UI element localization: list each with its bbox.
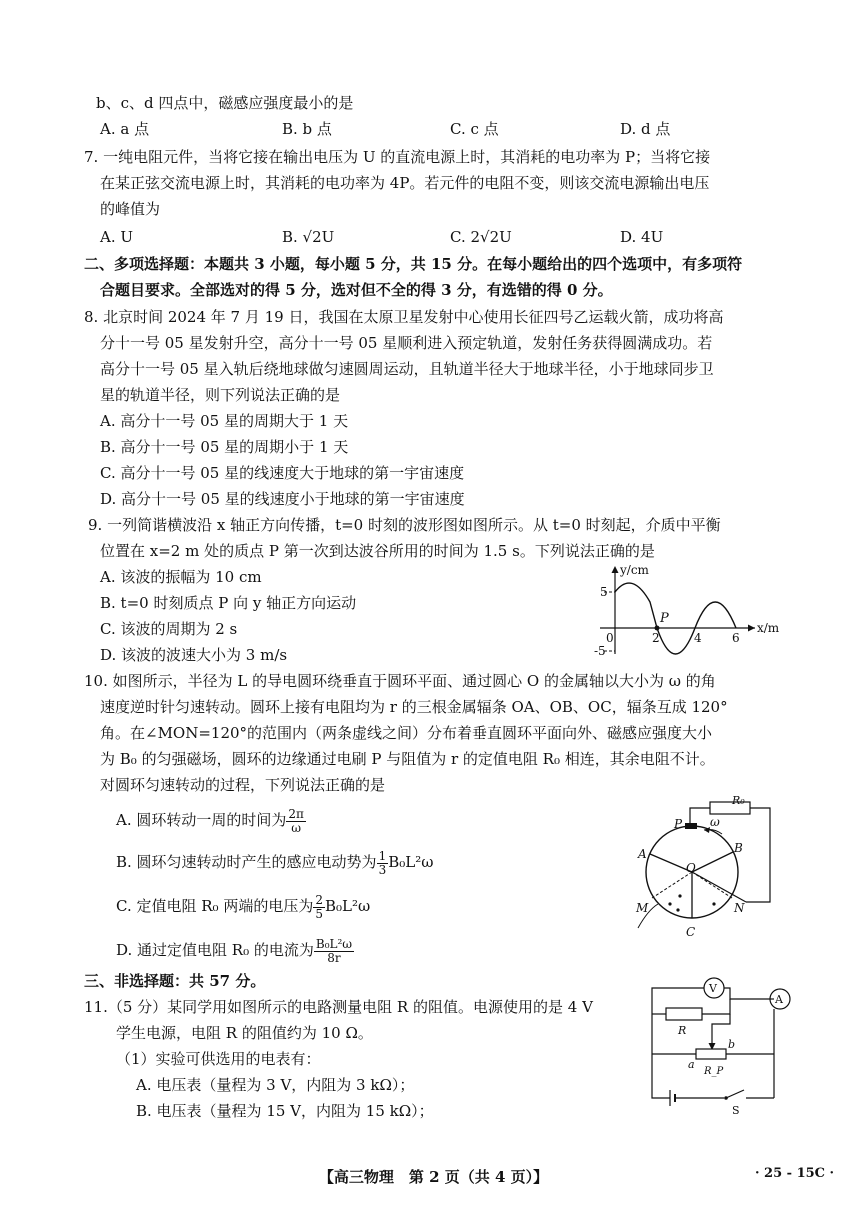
q8-option-a: A. 高分十一号 05 星的周期大于 1 天	[100, 412, 349, 430]
q7-option-a: A. U	[100, 228, 134, 246]
q7-line-1: 7. 一纯电阻元件，当将它接在输出电压为 U 的直流电源上时，其消耗的电功率为 P；当将它接	[84, 148, 711, 166]
label-v: V	[709, 982, 717, 995]
q8-option-d: D. 高分十一号 05 星的线速度小于地球的第一宇宙速度	[100, 490, 465, 508]
ring-diagram	[628, 792, 788, 942]
label-c: C	[686, 925, 696, 939]
brush-p	[685, 823, 697, 829]
graph-y-tick-neg5: -5	[594, 644, 606, 658]
q10-line-5: 对圆环匀速转动的过程，下列说法正确的是	[100, 776, 386, 794]
label-r: R	[678, 1024, 687, 1037]
q11-option-a: A. 电压表（量程为 3 V，内阻为 3 kΩ）；	[136, 1076, 415, 1094]
label-omega: ω	[710, 815, 720, 829]
q9-option-b: B. t=0 时刻质点 P 向 y 轴正方向运动	[100, 594, 357, 612]
label-o: O	[686, 861, 696, 875]
label-rp: R_P	[704, 1066, 724, 1077]
label-b: B	[734, 841, 743, 855]
q7-option-b: B. √2U	[282, 228, 335, 246]
q8-line-2: 分十一号 05 星发射升空，高分十一号 05 星顺利进入预定轨道，发射任务获得圆满成功。若	[100, 334, 713, 352]
label-m: M	[636, 901, 649, 915]
label-s: S	[732, 1104, 740, 1117]
point-p	[655, 626, 660, 631]
q10-option-d: D. 通过定值电阻 R₀ 的电流为 $\frac{\text{B₀L²ω}}{8r}$	[116, 936, 353, 965]
q7-option-c: C. 2√2U	[450, 228, 512, 246]
q10-line-4: 为 B₀ 的匀强磁场，圆环的边缘通过电刷 P 与阻值为 r 的定值电阻 R₀ 相连，其余电阻不计。	[100, 750, 715, 768]
graph-point-label: P	[660, 611, 669, 626]
section3-title: 三、非选择题：共 57 分。	[84, 972, 266, 990]
graph-x-tick-2: 2	[652, 631, 660, 645]
section2-line-1: 二、多项选择题：本题共 3 小题，每小题 5 分，共 15 分。在每小题给出的四个选项中，有多项符	[84, 255, 743, 273]
q10-option-a: A. 圆环转动一周的时间为 $\frac{2\pi}{\omega}$	[116, 806, 304, 835]
q11-option-b: B. 电压表（量程为 15 V，内阻为 15 kΩ）；	[136, 1102, 434, 1120]
graph-x-tick-6: 6	[732, 631, 740, 645]
wave-graph	[590, 562, 780, 662]
q9-option-a: A. 该波的振幅为 10 cm	[100, 568, 262, 586]
q7-option-d: D. 4U	[620, 228, 664, 246]
resistor-r	[666, 1008, 702, 1020]
label-a: A	[775, 993, 783, 1006]
circuit-diagram	[640, 976, 790, 1116]
q9-option-c: C. 该波的周期为 2 s	[100, 620, 238, 638]
page-footer: 【高三物理 第 2 页（共 4 页）】	[318, 1168, 549, 1186]
graph-x-label: x/m	[757, 621, 780, 635]
label-a-end: a	[688, 1058, 695, 1071]
q11-line-1: 11.（5 分）某同学用如图所示的电路测量电阻 R 的阻值。电源使用的是 4 V	[84, 998, 593, 1016]
switch-s	[726, 1090, 744, 1098]
q10-line-1: 10. 如图所示，半径为 L 的导电圆环绕垂直于圆环平面、通过圆心 O 的金属轴以大小为 ω 的角	[84, 672, 716, 690]
q10-option-b: B. 圆环匀速转动时产生的感应电动势为 $\frac{1}{3}$ B₀L²ω	[116, 848, 434, 877]
graph-y-label: y/cm	[620, 563, 649, 577]
graph-x-tick-0: 0	[606, 631, 614, 645]
q10-option-c: C. 定值电阻 R₀ 两端的电压为 $\frac{2}{5}$ B₀L²ω	[116, 892, 371, 921]
label-a: A	[638, 847, 647, 861]
q6-tail-text: b、c、d 四点中，磁感应强度最小的是	[96, 94, 354, 112]
q8-option-b: B. 高分十一号 05 星的周期小于 1 天	[100, 438, 349, 456]
q10-line-2: 速度逆时针匀速转动。圆环上接有电阻均为 r 的三根金属辐条 OA、OB、OC，辐条互成 120°	[100, 698, 728, 716]
graph-x-tick-4: 4	[694, 631, 702, 645]
q7-line-3: 的峰值为	[100, 200, 161, 218]
q9-option-d: D. 该波的波速大小为 3 m/s	[100, 646, 288, 664]
q11-line-2: 学生电源，电阻 R 的阻值约为 10 Ω。	[116, 1024, 373, 1042]
label-n: N	[734, 901, 745, 915]
section2-line-2: 合题目要求。全部选对的得 5 分，选对但不全的得 3 分，有选错的得 0 分。	[100, 281, 613, 299]
label-p: P	[674, 817, 683, 831]
q6-option-b: B. b 点	[282, 120, 332, 138]
q8-line-1: 8. 北京时间 2024 年 7 月 19 日，我国在太原卫星发射中心使用长征四号乙运载火箭，成功将高	[84, 308, 724, 326]
q6-option-d: D. d 点	[620, 120, 671, 138]
paper-code: · 25 - 15C ·	[755, 1166, 835, 1181]
q10-line-3: 角。在∠MON=120°的范围内（两条虚线之间）分布着垂直圆环平面向外、磁感应强度大小	[100, 724, 713, 742]
q8-line-3: 高分十一号 05 星入轨后绕地球做匀速圆周运动，且轨道半径大于地球半径，小于地球同步卫	[100, 360, 714, 378]
label-b-end: b	[728, 1038, 736, 1051]
q6-option-c: C. c 点	[450, 120, 499, 138]
q9-line-2: 位置在 x=2 m 处的质点 P 第一次到达波谷所用的时间为 1.5 s。下列说法正确的是	[100, 542, 655, 560]
q6-options	[100, 118, 800, 140]
label-r0: R₀	[732, 794, 745, 807]
graph-y-tick-5: 5	[600, 585, 608, 599]
q7-options	[100, 226, 800, 248]
rheostat-rp	[696, 1049, 726, 1059]
q6-option-a: A. a 点	[100, 120, 150, 138]
q8-line-4: 星的轨道半径，则下列说法正确的是	[100, 386, 341, 404]
q9-line-1: 9. 一列简谐横波沿 x 轴正方向传播，t=0 时刻的波形图如图所示。从 t=0 时刻起，介质中平衡	[88, 516, 721, 534]
q11-line-3: （1）实验可供选用的电表有：	[116, 1050, 321, 1068]
q8-option-c: C. 高分十一号 05 星的线速度大于地球的第一宇宙速度	[100, 464, 465, 482]
q7-line-2: 在某正弦交流电源上时，其消耗的电功率为 4P。若元件的电阻不变，则该交流电源输出电压	[100, 174, 710, 192]
